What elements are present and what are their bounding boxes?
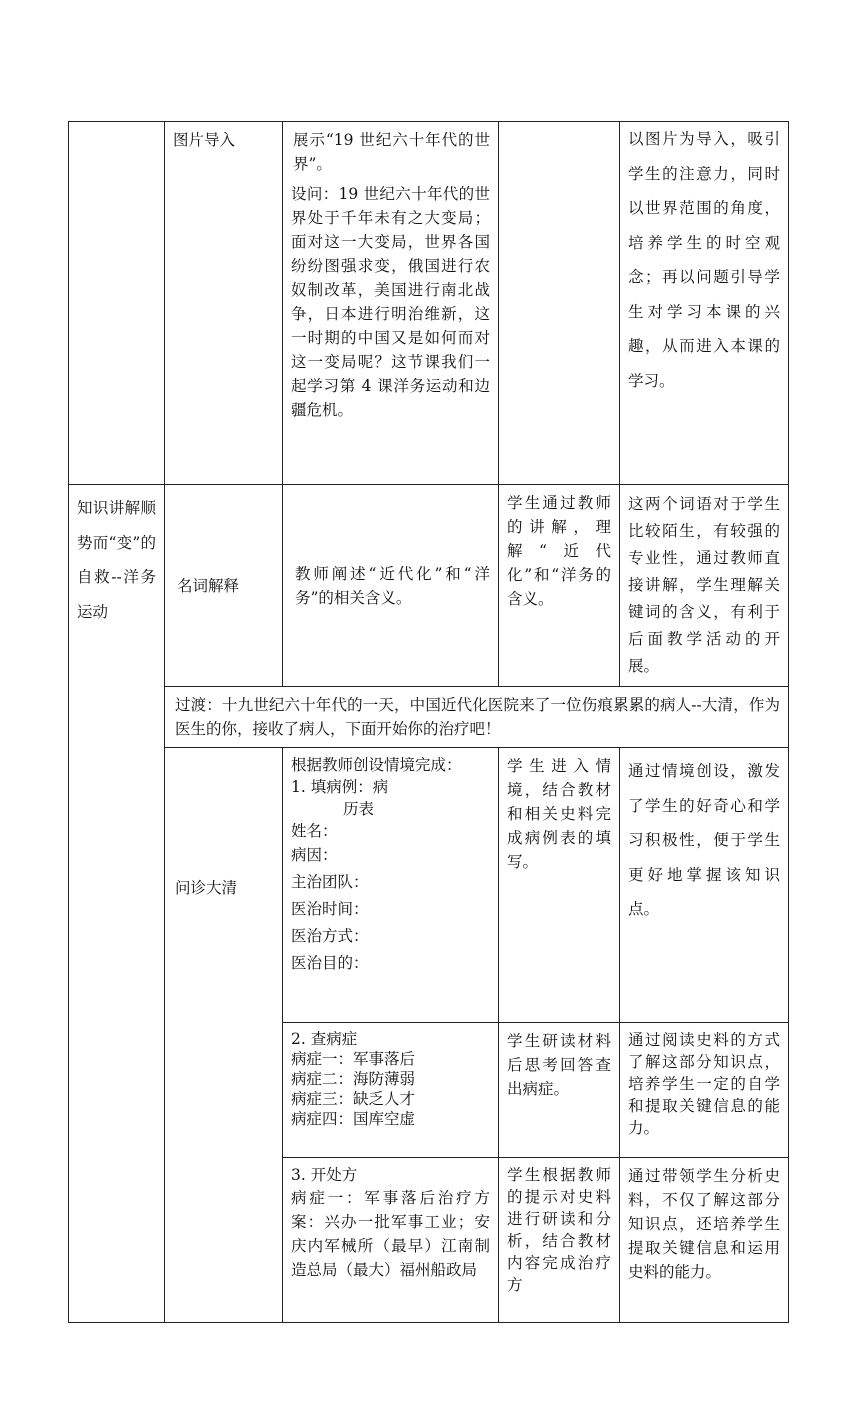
step-label: 问诊大清 <box>175 879 238 897</box>
symptom-item: 病症四：国库空虚 <box>291 1110 416 1128</box>
table-row-terms <box>69 485 789 687</box>
symptom-item: 病症二：海防薄弱 <box>291 1070 416 1088</box>
intent-text: 这两个词语对于学生比较陌生，有较强的专业性，通过教师直接讲解，学生理解关键词的含义，有利于后面教学活动的开展。 <box>628 495 780 675</box>
transition-text: 过渡：十九世纪六十年代的一天，中国近代化医院来了一位伤痕累累的病人--大清，作为医生的你，接收了病人，下面开始你的治疗吧！ <box>175 696 780 738</box>
field-name: 姓名： <box>291 822 338 840</box>
lesson-plan-table <box>68 121 789 1323</box>
student-text: 学生研读材料后思考回答查出病症。 <box>507 1032 611 1098</box>
field-cause: 病因： <box>291 846 338 864</box>
intent-text: 通过情境创设，激发了学生的好奇心和学习积极性，便于学生更好地掌握该知识点。 <box>628 762 780 918</box>
teacher-cell-terms <box>283 485 499 687</box>
intent-cell-terms <box>620 485 789 687</box>
step-label: 名词解释 <box>177 576 240 595</box>
intent-text: 通过阅读史料的方式了解这部分知识点，培养学生一定的自学和提取关键信息的能力。 <box>628 1031 780 1137</box>
table-row-intro <box>69 122 789 485</box>
intent-text: 以图片为导入，吸引学生的注意力，同时以世界范围的角度，培养学生的时空观念；再以问题引导学生对学习本课的兴趣，从而进入本课的学习。 <box>628 130 780 390</box>
section-title: 知识讲解顺势而“变”的自救--洋务运动 <box>77 499 156 621</box>
step-cell-terms <box>165 485 283 687</box>
student-cell-symptoms <box>499 1023 620 1158</box>
teacher-text: 教师阐述“近代化”和“洋务”的相关含义。 <box>295 564 490 607</box>
prescription-text: 病症一：军事落后治疗方案：兴办一批军事工业；安庆内军械所（最早）江南制造总局（最大）福州船政局 <box>291 1189 490 1279</box>
student-cell-diagnosis <box>499 748 620 1023</box>
student-cell-prescription <box>499 1158 620 1323</box>
intent-cell-diagnosis <box>620 748 789 1023</box>
step-cell-diagnosis <box>165 748 283 1323</box>
teacher-cell-diagnosis <box>283 748 499 1023</box>
step-label: 图片导入 <box>173 131 236 149</box>
field-goal: 医治目的： <box>291 954 369 972</box>
teacher-cell-prescription <box>283 1158 499 1323</box>
section-cell <box>69 485 165 1323</box>
field-method: 医治方式： <box>291 927 369 945</box>
intent-cell-symptoms <box>620 1023 789 1158</box>
teacher-cell-symptoms <box>283 1023 499 1158</box>
section-cell-empty <box>69 122 165 485</box>
student-cell-intro <box>499 122 620 485</box>
teacher-question: 设问：19 世纪六十年代的世界处于千年未有之大变局；面对这一大变局，世界各国纷纷图强求变，俄国进行农奴制改革，美国进行南北战争，日本进行明治维新，这一时期的中国又是如何而对这一变局呢？这节课我们一起学习第 4 课洋务运动和边疆危机。 <box>291 185 490 419</box>
symptom-item: 病症一：军事落后 <box>291 1050 416 1068</box>
student-text: 学生根据教师的提示对史料进行研读和分析，结合教材内容完成治疗方 <box>507 1166 611 1294</box>
teacher-text: 展示“19 世纪六十年代的世界”。 <box>293 131 490 173</box>
transition-cell <box>165 687 789 748</box>
table-row-diagnosis <box>69 748 789 1023</box>
student-text: 学生进入情境，结合教材和相关史料完成病例表的填写。 <box>507 757 611 871</box>
teacher-lead: 根据教师创设情境完成： <box>291 756 462 774</box>
table-row-transition <box>69 687 789 748</box>
intent-text: 通过带领学生分析史料，不仅了解这部分知识点，还培养学生提取关键信息和运用史料的能力。 <box>628 1167 780 1281</box>
task-fill-case-cont: 历表 <box>343 800 375 818</box>
symptom-item: 病症三：缺乏人才 <box>291 1090 416 1108</box>
student-text: 学生通过教师的讲解，理解“近代化”和“洋务的含义。 <box>507 494 611 608</box>
task-title: 3. 开处方 <box>291 1166 358 1184</box>
intent-cell-intro <box>620 122 789 485</box>
field-team: 主治团队： <box>291 873 369 891</box>
student-cell-terms <box>499 485 620 687</box>
task-fill-case: 1. 填病例：病 <box>291 778 389 796</box>
task-title: 2. 查病症 <box>291 1030 358 1048</box>
intent-cell-prescription <box>620 1158 789 1323</box>
step-cell-intro <box>165 122 283 485</box>
field-time: 医治时间： <box>291 900 369 918</box>
teacher-cell-intro <box>283 122 499 485</box>
